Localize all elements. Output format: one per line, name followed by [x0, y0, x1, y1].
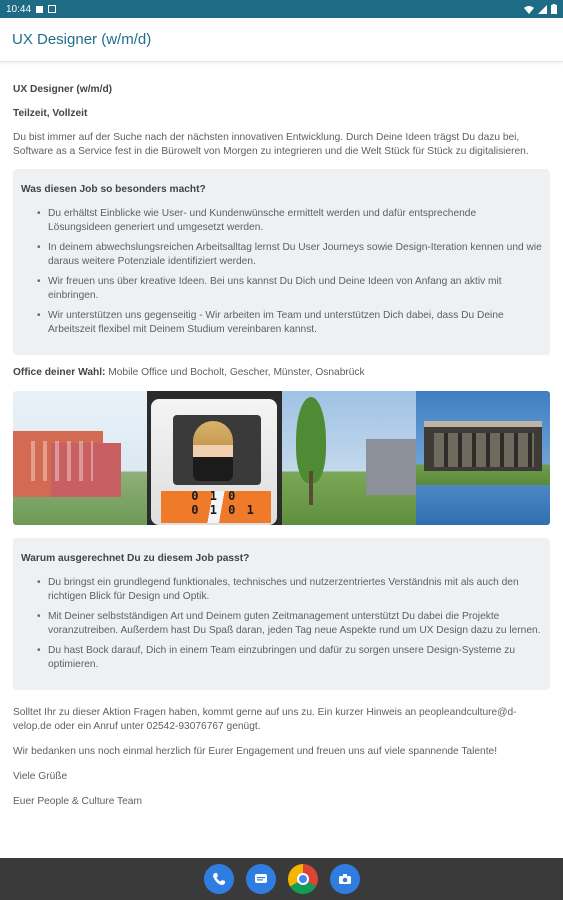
battery-icon	[551, 4, 557, 14]
benefits-title: Was diesen Job so besonders macht?	[21, 184, 206, 195]
requirements-card	[13, 538, 550, 690]
list-item: • In deinem abwechslungsreichen Arbeitsalltag lernst Du User Journeys sowie Design-Iteration kennen und wie daraus weitere Potenziale identifiziert werden.	[21, 241, 542, 269]
app-bar	[0, 18, 563, 62]
list-item: • Mit Deiner selbstständigen Art und Deinem guten Zeitmanagement unterstützt Du dabei die Projekte voranzutreiben. Außerdem hast Du Spaß daran, jeden Tag neue Aspekte rund um UX Design dazu zu lernen.	[21, 610, 542, 638]
employment-type: Teilzeit, Vollzeit	[13, 108, 88, 119]
status-bar	[0, 0, 563, 18]
list-item: • Du erhältst Einblicke wie User- und Kundenwünsche ermittelt werden und dafür entsprechende Lösungsideen generiert und umgesetzt werden.	[21, 207, 542, 235]
list-item: • Du hast Bock darauf, Dich in einem Team einzubringen und dafür zu sorgen unsere Design-Systeme zu optimieren.	[21, 644, 542, 672]
wifi-icon	[524, 5, 534, 14]
list-item: • Wir unterstützen uns gegenseitig - Wir arbeiten im Team und unterstützen Dich dabei, dass Du Deine Arbeitszeit flexibel mit Deinem Studium vereinbaren kannst.	[21, 309, 542, 337]
greeting-text: Viele Grüße	[13, 771, 68, 782]
office-locations	[13, 366, 550, 380]
office-pond-photo	[416, 391, 550, 525]
chrome-icon[interactable]	[288, 864, 318, 894]
office-building-photo	[13, 391, 147, 525]
app-dock	[0, 858, 563, 900]
thanks-text: Wir bedanken uns noch einmal herzlich für Eurer Engagement und freuen uns auf viele spannende Talente!	[13, 746, 498, 757]
benefits-list	[21, 207, 542, 337]
car-decal-text: 0 1 0 0 1 0 1	[191, 489, 256, 517]
job-title: UX Designer (w/m/d)	[13, 84, 113, 95]
grid-notification-icon	[48, 5, 56, 13]
list-item: • Du bringst ein grundlegend funktionales, technisches und nutzerzentriertes Verständnis mit als auch den richtigen Blick für Design und Optik.	[21, 576, 542, 604]
status-time: 10:44	[6, 3, 32, 15]
office-photo-collage	[13, 391, 550, 525]
contact-text: Solltet Ihr zu dieser Aktion Fragen haben, kommt gerne auf uns zu. Ein kurzer Hinweis an peopleandculture@d-velop.de oder ein Anruf unter 02542-93076767 genügt.	[13, 707, 517, 732]
page-title: UX Designer (w/m/d)	[12, 31, 152, 48]
benefits-card	[13, 169, 550, 355]
camera-icon[interactable]	[330, 864, 360, 894]
intro-text: Du bist immer auf der Suche nach der nächsten innovativen Entwicklung. Durch Deine Ideen trägst Du dazu bei, Software as a Service fest in die Bürowelt von Morgen zu integrieren und die Welt Stück für Stück zu digitalisieren.	[13, 132, 529, 157]
requirements-list	[21, 576, 542, 672]
phone-icon[interactable]	[204, 864, 234, 894]
job-description[interactable]	[0, 62, 563, 858]
messages-icon[interactable]	[246, 864, 276, 894]
signal-icon	[538, 5, 547, 14]
list-item: • Wir freuen uns über kreative Ideen. Bei uns kannst Du Dich und Deine Ideen von Anfang an aktiv mit einbringen.	[21, 275, 542, 303]
office-value: Mobile Office und Bocholt, Gescher, Münster, Osnabrück	[105, 367, 365, 378]
signature-text: Euer People & Culture Team	[13, 796, 142, 807]
requirements-title: Warum ausgerechnet Du zu diesem Job passt?	[21, 553, 250, 564]
campus-tree-photo	[282, 391, 416, 525]
square-notification-icon	[36, 6, 43, 13]
office-label: Office deiner Wahl:	[13, 367, 106, 378]
employee-car-photo	[147, 391, 281, 525]
